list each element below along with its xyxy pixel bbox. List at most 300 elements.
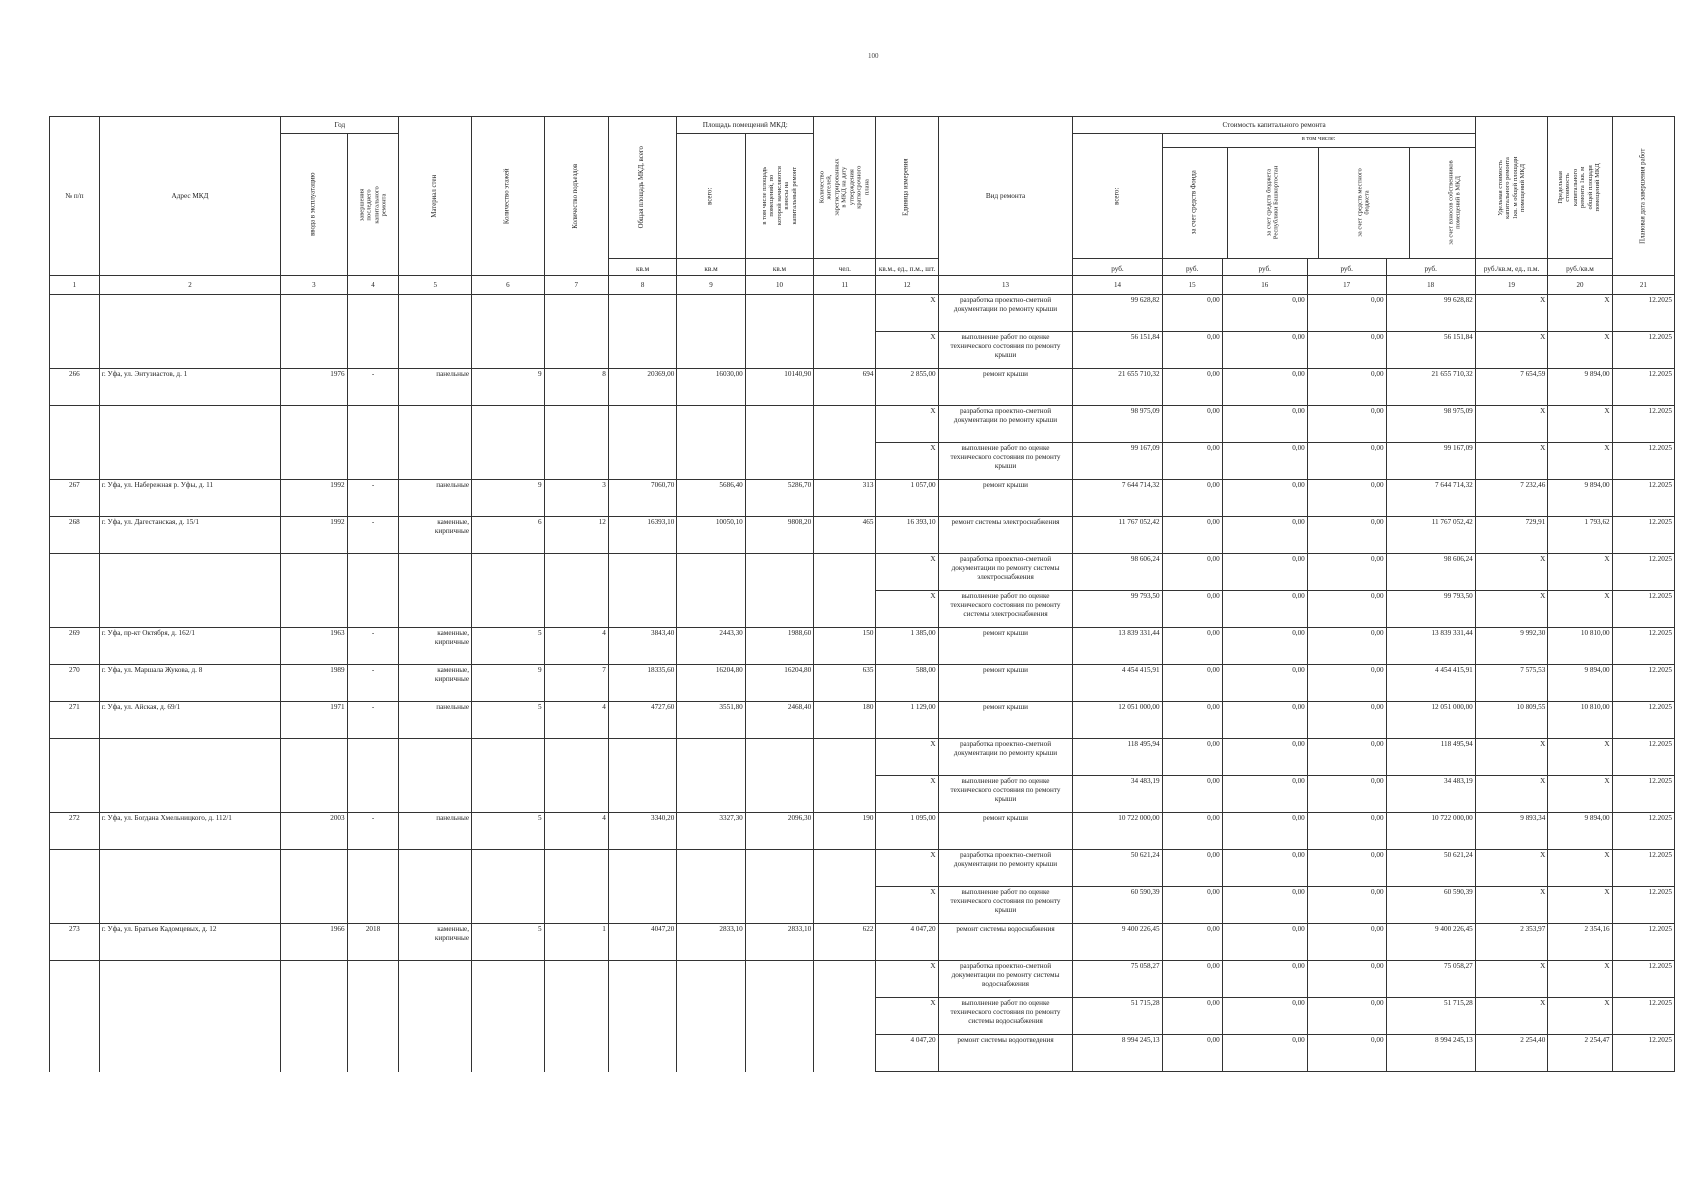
row-cost-fund: 0,00: [1162, 961, 1222, 998]
row-cost-local: 0,00: [1307, 443, 1386, 480]
row-max-cost: X: [1548, 406, 1612, 443]
row-date: 12.2025: [1612, 887, 1674, 924]
table-row: [50, 887, 1675, 924]
row-cost-owners: 8 994 245,13: [1386, 1035, 1475, 1072]
row-premises: [677, 332, 745, 369]
row-address: [99, 887, 280, 924]
row-work-type: выполнение работ по оценке технического состояния по ремонту крыши: [938, 887, 1073, 924]
table-body: [50, 295, 1675, 1072]
row-unit-cost: 9 893,34: [1475, 813, 1548, 850]
row-area: 3843,40: [608, 628, 676, 665]
row-residents: [814, 961, 876, 998]
row-cost-rb: 0,00: [1222, 998, 1307, 1035]
row-floors: [472, 443, 545, 480]
row-unit-cost: 10 809,55: [1475, 702, 1548, 739]
header-floors: Количество этажей: [472, 117, 545, 276]
column-number: 20: [1548, 276, 1612, 295]
row-cost-owners: 118 495,94: [1386, 739, 1475, 776]
row-premises-fee: [745, 850, 813, 887]
row-area: 18335,60: [608, 665, 676, 702]
row-premises: 3327,30: [677, 813, 745, 850]
row-year: [281, 776, 347, 813]
table-row: [50, 665, 1675, 702]
row-material: панельные: [399, 702, 472, 739]
row-max-cost: 10 810,00: [1548, 702, 1612, 739]
row-work-type: ремонт крыши: [938, 480, 1073, 517]
row-cost-total: 56 151,84: [1073, 332, 1162, 369]
row-area: [608, 406, 676, 443]
row-address: [99, 1035, 280, 1072]
row-cost-local: 0,00: [1307, 665, 1386, 702]
row-cost-rb: 0,00: [1222, 665, 1307, 702]
row-floors: 5: [472, 813, 545, 850]
row-cost-rb: 0,00: [1222, 443, 1307, 480]
unit-rub-per: руб./кв.м, ед., п.м.: [1475, 259, 1548, 276]
row-cost-rb: 0,00: [1222, 1035, 1307, 1072]
row-cost-total: 118 495,94: [1073, 739, 1162, 776]
row-max-cost: X: [1548, 443, 1612, 480]
row-quantity: 1 057,00: [876, 480, 938, 517]
row-max-cost: X: [1548, 850, 1612, 887]
header-max-cost: Предельная стоимость капитального ремонта 1кв. м общей площади помещений МКД: [1548, 117, 1612, 259]
row-no: 268: [50, 517, 100, 554]
row-material: [399, 739, 472, 776]
row-unit-cost: 9 992,30: [1475, 628, 1548, 665]
row-quantity: X: [876, 332, 938, 369]
row-premises: [677, 406, 745, 443]
row-cost-rb: 0,00: [1222, 628, 1307, 665]
row-cost-fund: 0,00: [1162, 998, 1222, 1035]
row-entrances: [544, 850, 608, 887]
row-address: [99, 443, 280, 480]
row-entrances: 3: [544, 480, 608, 517]
row-material: [399, 295, 472, 332]
row-material: [399, 961, 472, 998]
row-no: 272: [50, 813, 100, 850]
row-quantity: 1 385,00: [876, 628, 938, 665]
row-premises: 10050,10: [677, 517, 745, 554]
row-cost-local: 0,00: [1307, 591, 1386, 628]
row-no: 269: [50, 628, 100, 665]
row-cost-local: 0,00: [1307, 628, 1386, 665]
row-premises-fee: [745, 332, 813, 369]
header-premises-fee: в том числе площадь помещений, по которой начисляются взносы на капитальный ремонт: [745, 134, 813, 259]
row-floors: [472, 998, 545, 1035]
row-premises-fee: [745, 961, 813, 998]
row-unit-cost: X: [1475, 332, 1548, 369]
row-area: [608, 554, 676, 591]
row-quantity: X: [876, 776, 938, 813]
column-numbers-row: [50, 276, 1675, 295]
row-cost-rb: 0,00: [1222, 480, 1307, 517]
row-date: 12.2025: [1612, 813, 1674, 850]
row-entrances: 8: [544, 369, 608, 406]
row-cost-owners: 99 167,09: [1386, 443, 1475, 480]
row-last-repair: -: [347, 369, 399, 406]
row-cost-local: 0,00: [1307, 776, 1386, 813]
row-last-repair: [347, 295, 399, 332]
row-area: [608, 850, 676, 887]
row-no: 270: [50, 665, 100, 702]
row-cost-local: 0,00: [1307, 924, 1386, 961]
header-premises-total: всего:: [677, 134, 745, 259]
row-unit-cost: 2 353,97: [1475, 924, 1548, 961]
row-cost-total: 98 975,09: [1073, 406, 1162, 443]
row-material: каменные, кирпичные: [399, 665, 472, 702]
table-row: [50, 406, 1675, 443]
row-quantity: 4 047,20: [876, 1035, 938, 1072]
row-residents: 190: [814, 813, 876, 850]
column-number: 9: [677, 276, 745, 295]
row-unit-cost: X: [1475, 591, 1548, 628]
table-row: [50, 443, 1675, 480]
row-work-type: ремонт системы электроснабжения: [938, 517, 1073, 554]
column-number: 19: [1475, 276, 1548, 295]
row-premises-fee: [745, 443, 813, 480]
row-floors: [472, 332, 545, 369]
header-entrances: Количество подъездов: [544, 117, 608, 276]
row-floors: [472, 1035, 545, 1072]
row-cost-local: 0,00: [1307, 369, 1386, 406]
header-work-type: Вид ремонта: [938, 117, 1073, 276]
row-entrances: [544, 332, 608, 369]
row-material: каменные, кирпичные: [399, 628, 472, 665]
row-material: [399, 554, 472, 591]
header-cost-budget-rb: за счет средств бюджета Республики Башкортостан: [1228, 148, 1319, 258]
row-date: 12.2025: [1612, 665, 1674, 702]
row-date: 12.2025: [1612, 1035, 1674, 1072]
row-premises-fee: [745, 776, 813, 813]
row-work-type: разработка проектно-сметной документации по ремонту системы водоснабжения: [938, 961, 1073, 998]
row-entrances: [544, 776, 608, 813]
row-max-cost: X: [1548, 332, 1612, 369]
row-last-repair: [347, 443, 399, 480]
row-residents: [814, 998, 876, 1035]
row-last-repair: -: [347, 480, 399, 517]
row-premises: [677, 739, 745, 776]
row-floors: 9: [472, 369, 545, 406]
row-max-cost: 10 810,00: [1548, 628, 1612, 665]
row-work-type: разработка проектно-сметной документации по ремонту крыши: [938, 295, 1073, 332]
row-year: 1966: [281, 924, 347, 961]
row-residents: [814, 332, 876, 369]
row-area: 7060,70: [608, 480, 676, 517]
row-last-repair: [347, 776, 399, 813]
row-cost-fund: 0,00: [1162, 628, 1222, 665]
row-quantity: X: [876, 406, 938, 443]
unit-measure: кв.м., ед., п.м., шт.: [876, 259, 938, 276]
row-quantity: X: [876, 961, 938, 998]
row-premises: [677, 998, 745, 1035]
row-area: [608, 998, 676, 1035]
column-number: 6: [472, 276, 545, 295]
row-no: [50, 443, 100, 480]
row-residents: [814, 887, 876, 924]
header-year-group: Год: [281, 117, 399, 134]
row-cost-local: 0,00: [1307, 480, 1386, 517]
row-material: каменные, кирпичные: [399, 517, 472, 554]
row-premises-fee: [745, 406, 813, 443]
row-max-cost: X: [1548, 739, 1612, 776]
row-premises-fee: [745, 998, 813, 1035]
row-quantity: X: [876, 887, 938, 924]
row-cost-owners: 50 621,24: [1386, 850, 1475, 887]
row-cost-local: 0,00: [1307, 850, 1386, 887]
row-area: 20369,00: [608, 369, 676, 406]
row-unit-cost: X: [1475, 998, 1548, 1035]
row-cost-local: 0,00: [1307, 517, 1386, 554]
row-year: 1976: [281, 369, 347, 406]
column-number: 4: [347, 276, 399, 295]
row-entrances: 7: [544, 665, 608, 702]
row-entrances: [544, 443, 608, 480]
row-floors: [472, 850, 545, 887]
row-premises: 16030,00: [677, 369, 745, 406]
row-entrances: 1: [544, 924, 608, 961]
row-cost-local: 0,00: [1307, 554, 1386, 591]
row-cost-owners: 9 400 226,45: [1386, 924, 1475, 961]
row-max-cost: 2 354,16: [1548, 924, 1612, 961]
row-cost-owners: 21 655 710,32: [1386, 369, 1475, 406]
row-cost-fund: 0,00: [1162, 1035, 1222, 1072]
row-quantity: 2 855,00: [876, 369, 938, 406]
row-year: [281, 998, 347, 1035]
row-address: г. Уфа, ул. Энтузиастов, д. 1: [99, 369, 280, 406]
row-premises-fee: [745, 739, 813, 776]
row-max-cost: 9 894,00: [1548, 813, 1612, 850]
row-max-cost: 2 254,47: [1548, 1035, 1612, 1072]
row-area: 4727,60: [608, 702, 676, 739]
row-last-repair: [347, 887, 399, 924]
row-no: [50, 998, 100, 1035]
row-area: 4047,20: [608, 924, 676, 961]
row-work-type: ремонт крыши: [938, 369, 1073, 406]
row-date: 12.2025: [1612, 480, 1674, 517]
row-floors: [472, 776, 545, 813]
row-cost-fund: 0,00: [1162, 850, 1222, 887]
row-entrances: [544, 887, 608, 924]
row-no: [50, 776, 100, 813]
row-cost-owners: 34 483,19: [1386, 776, 1475, 813]
unit-rub-fund: руб.: [1162, 259, 1222, 276]
row-area: [608, 332, 676, 369]
row-date: 12.2025: [1612, 702, 1674, 739]
row-year: [281, 406, 347, 443]
row-premises-fee: 2096,30: [745, 813, 813, 850]
row-material: [399, 443, 472, 480]
row-address: г. Уфа, пр-кт Октября, д. 162/1: [99, 628, 280, 665]
header-no: № п/п: [50, 117, 100, 276]
row-max-cost: X: [1548, 295, 1612, 332]
column-number: 18: [1386, 276, 1475, 295]
row-premises: 16204,80: [677, 665, 745, 702]
row-premises: 3551,80: [677, 702, 745, 739]
row-max-cost: X: [1548, 961, 1612, 998]
row-year: 1971: [281, 702, 347, 739]
row-premises-fee: 1988,60: [745, 628, 813, 665]
row-premises-fee: [745, 295, 813, 332]
table-row: [50, 850, 1675, 887]
row-date: 12.2025: [1612, 739, 1674, 776]
row-cost-total: 13 839 331,44: [1073, 628, 1162, 665]
row-premises-fee: 16204,80: [745, 665, 813, 702]
row-premises: [677, 887, 745, 924]
row-material: каменные, кирпичные: [399, 924, 472, 961]
row-area: 3340,20: [608, 813, 676, 850]
row-premises-fee: 2833,10: [745, 924, 813, 961]
row-area: [608, 295, 676, 332]
row-max-cost: 9 894,00: [1548, 665, 1612, 702]
column-number: 3: [281, 276, 347, 295]
header-year-last-repair: завершения последнего капитального ремонта: [347, 134, 399, 276]
row-cost-total: 21 655 710,32: [1073, 369, 1162, 406]
table-row: [50, 554, 1675, 591]
column-number: 12: [876, 276, 938, 295]
unit-premises-fee: кв.м: [745, 259, 813, 276]
column-number: 1: [50, 276, 100, 295]
row-area: [608, 776, 676, 813]
unit-people: чел.: [814, 259, 876, 276]
row-no: 267: [50, 480, 100, 517]
row-entrances: [544, 998, 608, 1035]
row-cost-rb: 0,00: [1222, 813, 1307, 850]
unit-area-total: кв.м: [608, 259, 676, 276]
table-row: [50, 776, 1675, 813]
row-premises-fee: [745, 887, 813, 924]
row-cost-total: 60 590,39: [1073, 887, 1162, 924]
row-year: [281, 295, 347, 332]
row-cost-fund: 0,00: [1162, 332, 1222, 369]
row-year: [281, 961, 347, 998]
table-row: [50, 813, 1675, 850]
row-entrances: 4: [544, 702, 608, 739]
row-year: 1963: [281, 628, 347, 665]
row-unit-cost: 729,91: [1475, 517, 1548, 554]
row-max-cost: X: [1548, 591, 1612, 628]
row-area: [608, 961, 676, 998]
row-unit-cost: 7 232,46: [1475, 480, 1548, 517]
row-quantity: X: [876, 739, 938, 776]
table-row: [50, 591, 1675, 628]
column-number: 7: [544, 276, 608, 295]
row-premises-fee: 9808,20: [745, 517, 813, 554]
row-date: 12.2025: [1612, 924, 1674, 961]
row-address: [99, 739, 280, 776]
row-material: [399, 406, 472, 443]
row-address: [99, 332, 280, 369]
row-cost-rb: 0,00: [1222, 517, 1307, 554]
row-cost-local: 0,00: [1307, 406, 1386, 443]
row-cost-fund: 0,00: [1162, 702, 1222, 739]
column-number: 16: [1222, 276, 1307, 295]
row-cost-total: 34 483,19: [1073, 776, 1162, 813]
row-cost-rb: 0,00: [1222, 739, 1307, 776]
table-row: [50, 998, 1675, 1035]
row-entrances: [544, 591, 608, 628]
table-row: [50, 1035, 1675, 1072]
row-cost-total: 50 621,24: [1073, 850, 1162, 887]
row-cost-fund: 0,00: [1162, 443, 1222, 480]
row-residents: 694: [814, 369, 876, 406]
row-floors: [472, 554, 545, 591]
row-date: 12.2025: [1612, 628, 1674, 665]
row-date: 12.2025: [1612, 443, 1674, 480]
row-quantity: X: [876, 554, 938, 591]
row-cost-fund: 0,00: [1162, 813, 1222, 850]
row-unit-cost: X: [1475, 406, 1548, 443]
row-address: [99, 295, 280, 332]
row-material: панельные: [399, 369, 472, 406]
row-date: 12.2025: [1612, 776, 1674, 813]
row-last-repair: [347, 739, 399, 776]
column-number: 13: [938, 276, 1073, 295]
row-cost-owners: 56 151,84: [1386, 332, 1475, 369]
row-date: 12.2025: [1612, 406, 1674, 443]
header-wall-material: Материал стен: [399, 117, 472, 276]
row-quantity: X: [876, 295, 938, 332]
row-cost-total: 99 628,82: [1073, 295, 1162, 332]
unit-premises-total: кв.м: [677, 259, 745, 276]
row-max-cost: 1 793,62: [1548, 517, 1612, 554]
table-row: [50, 739, 1675, 776]
row-cost-owners: 7 644 714,32: [1386, 480, 1475, 517]
row-material: [399, 887, 472, 924]
table-header: [50, 117, 1675, 295]
row-unit-cost: X: [1475, 443, 1548, 480]
row-date: 12.2025: [1612, 998, 1674, 1035]
row-cost-rb: 0,00: [1222, 924, 1307, 961]
row-unit-cost: 7 575,53: [1475, 665, 1548, 702]
column-number: 8: [608, 276, 676, 295]
row-max-cost: 9 894,00: [1548, 369, 1612, 406]
row-address: [99, 554, 280, 591]
row-cost-total: 10 722 000,00: [1073, 813, 1162, 850]
column-number: 11: [814, 276, 876, 295]
row-no: [50, 887, 100, 924]
row-premises: 2443,30: [677, 628, 745, 665]
row-material: [399, 591, 472, 628]
row-max-cost: X: [1548, 887, 1612, 924]
row-material: [399, 1035, 472, 1072]
row-date: 12.2025: [1612, 332, 1674, 369]
row-cost-owners: 13 839 331,44: [1386, 628, 1475, 665]
row-residents: 465: [814, 517, 876, 554]
row-cost-local: 0,00: [1307, 998, 1386, 1035]
row-last-repair: [347, 998, 399, 1035]
row-cost-rb: 0,00: [1222, 369, 1307, 406]
header-cost-budget-local: за счет средств местного бюджета: [1319, 148, 1410, 258]
row-unit-cost: X: [1475, 554, 1548, 591]
row-work-type: ремонт крыши: [938, 665, 1073, 702]
row-material: панельные: [399, 480, 472, 517]
row-year: [281, 332, 347, 369]
row-work-type: разработка проектно-сметной документации по ремонту крыши: [938, 739, 1073, 776]
row-last-repair: [347, 850, 399, 887]
table-row: [50, 628, 1675, 665]
row-floors: 5: [472, 924, 545, 961]
row-cost-rb: 0,00: [1222, 406, 1307, 443]
row-unit-cost: 7 654,59: [1475, 369, 1548, 406]
column-number: 21: [1612, 276, 1674, 295]
row-last-repair: [347, 332, 399, 369]
row-residents: 313: [814, 480, 876, 517]
page-number: 100: [868, 52, 879, 60]
column-number: 17: [1307, 276, 1386, 295]
row-work-type: ремонт крыши: [938, 702, 1073, 739]
header-residents: Количество жителей, зарегистрированных в МКД на дату утверждения краткосрочного плана: [814, 117, 876, 259]
row-area: [608, 1035, 676, 1072]
row-no: [50, 961, 100, 998]
